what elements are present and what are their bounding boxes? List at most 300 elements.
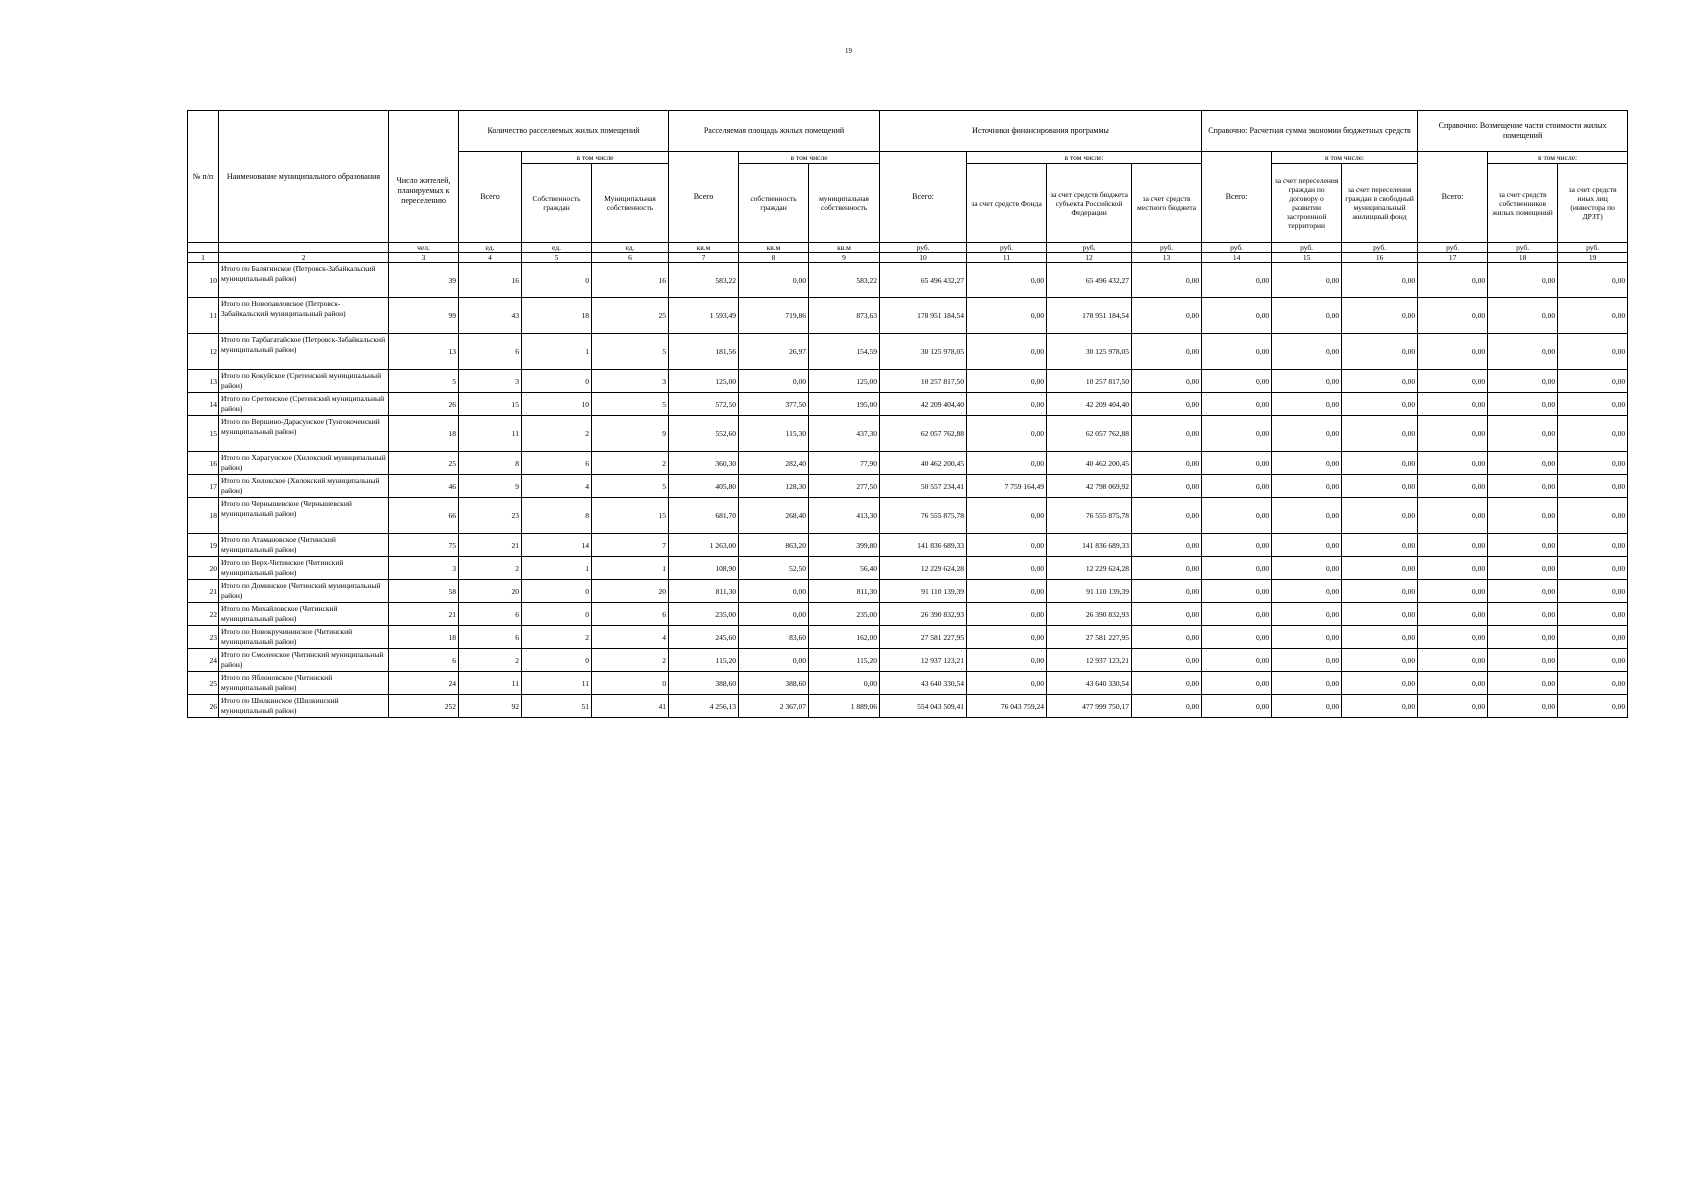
row-number: 19 [188, 534, 219, 557]
value-cell: 0,00 [1272, 695, 1342, 718]
value-cell: 0,00 [1202, 298, 1272, 334]
value-cell: 0,00 [967, 580, 1047, 603]
value-cell: 125,00 [809, 370, 880, 393]
column-index-cell: 17 [1418, 253, 1488, 263]
value-cell: 12 229 624,28 [1047, 557, 1132, 580]
value-cell: 65 496 432,27 [1047, 263, 1132, 298]
value-cell: 178 951 184,54 [1047, 298, 1132, 334]
value-cell: 0,00 [1132, 263, 1202, 298]
value-cell: 0,00 [1418, 580, 1488, 603]
value-cell: 62 057 762,88 [1047, 416, 1132, 452]
value-cell: 0,00 [1342, 626, 1418, 649]
value-cell: 0,00 [1132, 580, 1202, 603]
value-cell: 4 256,13 [669, 695, 739, 718]
value-cell: 0,00 [1132, 498, 1202, 534]
column-index-cell: 4 [459, 253, 522, 263]
value-cell: 0,00 [1488, 603, 1558, 626]
value-cell: 5 [592, 334, 669, 370]
value-cell: 6 [522, 452, 592, 475]
value-cell: 0,00 [1558, 298, 1628, 334]
municipality-name: Итого по Шилкинское (Шилкинский муниципальный район) [219, 695, 389, 718]
header-comp-total: Всего: [1418, 152, 1488, 243]
table-row [188, 534, 1628, 557]
municipality-name: Итого по Смоленское (Читинский муниципальный район) [219, 649, 389, 672]
value-cell: 0,00 [1488, 475, 1558, 498]
value-cell: 40 462 200,45 [880, 452, 967, 475]
value-cell: 0,00 [1342, 672, 1418, 695]
value-cell: 115,20 [809, 649, 880, 672]
value-cell: 282,40 [739, 452, 809, 475]
value-cell: 0,00 [967, 370, 1047, 393]
value-cell: 0,00 [1202, 475, 1272, 498]
value-cell: 0,00 [1418, 452, 1488, 475]
value-cell: 0,00 [739, 370, 809, 393]
header-fin-local: за счет средств местного бюджета [1132, 164, 1202, 243]
row-number: 13 [188, 370, 219, 393]
value-cell: 0,00 [1558, 695, 1628, 718]
value-cell: 21 [459, 534, 522, 557]
municipality-name: Итого по Яблоновское (Читинский муниципальный район) [219, 672, 389, 695]
value-cell: 8 [522, 498, 592, 534]
value-cell: 0,00 [1202, 334, 1272, 370]
value-cell: 0,00 [967, 263, 1047, 298]
value-cell: 11 [522, 672, 592, 695]
municipality-name: Итого по Атамановское (Читинский муниципальный район) [219, 534, 389, 557]
value-cell: 42 209 404,40 [1047, 393, 1132, 416]
value-cell: 0,00 [1272, 370, 1342, 393]
column-index-cell: 3 [389, 253, 459, 263]
unit-cell: кв.м [809, 243, 880, 253]
municipality-name: Итого по Кокуйское (Сретенский муниципальный район) [219, 370, 389, 393]
value-cell: 12 937 123,21 [880, 649, 967, 672]
table-row [188, 370, 1628, 393]
value-cell: 0,00 [1272, 298, 1342, 334]
value-cell: 0,00 [1342, 557, 1418, 580]
value-cell: 6 [389, 649, 459, 672]
value-cell: 0,00 [967, 534, 1047, 557]
value-cell: 10 257 817,50 [880, 370, 967, 393]
value-cell: 0,00 [1342, 534, 1418, 557]
value-cell: 128,30 [739, 475, 809, 498]
unit-cell: кв.м [669, 243, 739, 253]
value-cell: 195,00 [809, 393, 880, 416]
value-cell: 0,00 [1558, 370, 1628, 393]
value-cell: 554 043 509,41 [880, 695, 967, 718]
value-cell: 413,30 [809, 498, 880, 534]
header-residents: Число жителей, планируемых к переселению [389, 111, 459, 243]
column-index-cell: 9 [809, 253, 880, 263]
value-cell: 26 [389, 393, 459, 416]
value-cell: 0,00 [1132, 649, 1202, 672]
unit-cell: руб. [1342, 243, 1418, 253]
value-cell: 91 110 139,39 [880, 580, 967, 603]
value-cell: 50 557 234,41 [880, 475, 967, 498]
value-cell: 0,00 [1558, 498, 1628, 534]
value-cell: 6 [459, 334, 522, 370]
column-index-cell: 19 [1558, 253, 1628, 263]
municipality-name: Итого по Михайловское (Читинский муниципальный район) [219, 603, 389, 626]
header-area-total: Всего [669, 152, 739, 243]
value-cell: 0,00 [1132, 626, 1202, 649]
value-cell: 0,00 [1202, 649, 1272, 672]
value-cell: 14 [522, 534, 592, 557]
column-index-cell: 5 [522, 253, 592, 263]
value-cell: 0,00 [1418, 534, 1488, 557]
value-cell: 26 390 832,93 [880, 603, 967, 626]
value-cell: 0,00 [1418, 475, 1488, 498]
value-cell: 572,50 [669, 393, 739, 416]
value-cell: 0,00 [1272, 498, 1342, 534]
value-cell: 92 [459, 695, 522, 718]
value-cell: 0,00 [1488, 334, 1558, 370]
value-cell: 0,00 [1418, 263, 1488, 298]
value-cell: 268,40 [739, 498, 809, 534]
value-cell: 0,00 [1272, 393, 1342, 416]
value-cell: 1 593,49 [669, 298, 739, 334]
value-cell: 77,90 [809, 452, 880, 475]
value-cell: 42 209 404,40 [880, 393, 967, 416]
value-cell: 0,00 [1202, 534, 1272, 557]
unit-cell: руб. [1558, 243, 1628, 253]
unit-cell: руб. [1488, 243, 1558, 253]
value-cell: 18 [389, 626, 459, 649]
value-cell: 0,00 [1488, 393, 1558, 416]
value-cell: 42 798 069,92 [1047, 475, 1132, 498]
value-cell: 18 [389, 416, 459, 452]
value-cell: 2 [459, 649, 522, 672]
municipality-name: Итого по Чернышевское (Чернышевский муниципальный район) [219, 498, 389, 534]
value-cell: 360,30 [669, 452, 739, 475]
value-cell: 162,00 [809, 626, 880, 649]
header-qty-municipal: Муниципальная собственность [592, 164, 669, 243]
value-cell: 0 [522, 263, 592, 298]
value-cell: 0,00 [1488, 370, 1558, 393]
value-cell: 4 [592, 626, 669, 649]
header-comp-owners: за счет средств собственников жилых помещений [1488, 164, 1558, 243]
value-cell: 0,00 [1202, 393, 1272, 416]
value-cell: 1 [522, 334, 592, 370]
value-cell: 0,00 [1132, 393, 1202, 416]
value-cell: 399,80 [809, 534, 880, 557]
header-econ-free-fund: за счет переселения граждан в свободный муниципальный жилищный фонд [1342, 164, 1418, 243]
value-cell: 65 496 432,27 [880, 263, 967, 298]
header-fin-incl: в том числе: [967, 152, 1202, 164]
value-cell: 0,00 [1342, 370, 1418, 393]
value-cell: 5 [389, 370, 459, 393]
value-cell: 75 [389, 534, 459, 557]
value-cell: 0,00 [1418, 626, 1488, 649]
unit-cell [188, 243, 219, 253]
index-row [188, 253, 1628, 263]
value-cell: 115,30 [739, 416, 809, 452]
column-index-cell: 16 [1342, 253, 1418, 263]
value-cell: 0,00 [1558, 416, 1628, 452]
value-cell: 3 [459, 370, 522, 393]
value-cell: 41 [592, 695, 669, 718]
value-cell: 16 [592, 263, 669, 298]
column-index-cell: 8 [739, 253, 809, 263]
value-cell: 43 640 330,54 [1047, 672, 1132, 695]
value-cell: 0,00 [1132, 334, 1202, 370]
header-fin-subject: за счет средств бюджета субъекта Российской Федерации [1047, 164, 1132, 243]
column-index-cell: 13 [1132, 253, 1202, 263]
value-cell: 0,00 [967, 452, 1047, 475]
value-cell: 76 043 759,24 [967, 695, 1047, 718]
value-cell: 0,00 [1132, 672, 1202, 695]
value-cell: 0,00 [1202, 557, 1272, 580]
value-cell: 0,00 [809, 672, 880, 695]
value-cell: 0,00 [967, 334, 1047, 370]
value-cell: 16 [459, 263, 522, 298]
value-cell: 141 836 689,33 [1047, 534, 1132, 557]
value-cell: 27 581 227,95 [1047, 626, 1132, 649]
value-cell: 0,00 [1558, 580, 1628, 603]
column-index-cell: 15 [1272, 253, 1342, 263]
value-cell: 0,00 [1272, 649, 1342, 672]
value-cell: 1 [592, 557, 669, 580]
value-cell: 0,00 [1558, 334, 1628, 370]
value-cell: 12 229 624,28 [880, 557, 967, 580]
value-cell: 18 [522, 298, 592, 334]
table-row [188, 334, 1628, 370]
value-cell: 583,22 [669, 263, 739, 298]
value-cell: 0,00 [1202, 695, 1272, 718]
value-cell: 0,00 [1202, 263, 1272, 298]
value-cell: 0 [522, 649, 592, 672]
value-cell: 27 581 227,95 [880, 626, 967, 649]
value-cell: 0,00 [1272, 416, 1342, 452]
unit-cell [219, 243, 389, 253]
header-econ-total: Всего: [1202, 152, 1272, 243]
value-cell: 51 [522, 695, 592, 718]
value-cell: 26,97 [739, 334, 809, 370]
value-cell: 0,00 [1272, 603, 1342, 626]
value-cell: 0,00 [1272, 452, 1342, 475]
value-cell: 0,00 [1272, 557, 1342, 580]
value-cell: 2 [459, 557, 522, 580]
value-cell: 7 759 164,49 [967, 475, 1047, 498]
row-number: 11 [188, 298, 219, 334]
value-cell: 277,50 [809, 475, 880, 498]
value-cell: 583,22 [809, 263, 880, 298]
value-cell: 154,59 [809, 334, 880, 370]
value-cell: 0,00 [1342, 298, 1418, 334]
value-cell: 0,00 [1132, 298, 1202, 334]
value-cell: 405,80 [669, 475, 739, 498]
value-cell: 0,00 [1272, 672, 1342, 695]
value-cell: 43 640 330,54 [880, 672, 967, 695]
municipality-name: Итого по Доминское (Читинский муниципальный район) [219, 580, 389, 603]
row-number: 25 [188, 672, 219, 695]
resettlement-table [187, 110, 1628, 718]
table-row [188, 649, 1628, 672]
value-cell: 3 [592, 370, 669, 393]
header-comp-others: за счет средств иных лиц (инвестора по ДРЗТ) [1558, 164, 1628, 243]
value-cell: 1 263,00 [669, 534, 739, 557]
value-cell: 0,00 [1558, 393, 1628, 416]
unit-cell: руб. [1202, 243, 1272, 253]
municipality-name: Итого по Новопавловское (Петровск-Забайкальский муниципальный район) [219, 298, 389, 334]
value-cell: 0,00 [1418, 416, 1488, 452]
value-cell: 76 555 875,78 [1047, 498, 1132, 534]
value-cell: 0,00 [1272, 580, 1342, 603]
header-fin-total: Всего: [880, 152, 967, 243]
value-cell: 8 [459, 452, 522, 475]
municipality-name: Итого по Балягинское (Петровск-Забайкальский муниципальный район) [219, 263, 389, 298]
value-cell: 0,00 [1558, 452, 1628, 475]
value-cell: 1 [522, 557, 592, 580]
value-cell: 56,40 [809, 557, 880, 580]
column-index-cell: 1 [188, 253, 219, 263]
row-number: 20 [188, 557, 219, 580]
value-cell: 0,00 [967, 393, 1047, 416]
value-cell: 0,00 [1418, 393, 1488, 416]
value-cell: 30 125 978,05 [1047, 334, 1132, 370]
value-cell: 0,00 [739, 263, 809, 298]
table-row [188, 580, 1628, 603]
row-number: 14 [188, 393, 219, 416]
value-cell: 388,60 [669, 672, 739, 695]
value-cell: 0,00 [1488, 649, 1558, 672]
value-cell: 0,00 [967, 649, 1047, 672]
municipality-name: Итого по Верх-Читинское (Читинский муниципальный район) [219, 557, 389, 580]
value-cell: 477 999 750,17 [1047, 695, 1132, 718]
unit-cell: кв.м [739, 243, 809, 253]
table-row [188, 452, 1628, 475]
row-number: 26 [188, 695, 219, 718]
table-row [188, 603, 1628, 626]
value-cell: 15 [592, 498, 669, 534]
value-cell: 0,00 [1418, 557, 1488, 580]
value-cell: 1 889,06 [809, 695, 880, 718]
header-group-compensation: Справочно: Возмещение части стоимости жилых помещений [1418, 111, 1628, 152]
value-cell: 0,00 [967, 626, 1047, 649]
units-row [188, 243, 1628, 253]
value-cell: 23 [459, 498, 522, 534]
unit-cell: руб. [1272, 243, 1342, 253]
table-row [188, 416, 1628, 452]
value-cell: 11 [459, 672, 522, 695]
value-cell: 10 257 817,50 [1047, 370, 1132, 393]
value-cell: 6 [459, 626, 522, 649]
table-row [188, 475, 1628, 498]
value-cell: 0,00 [1202, 603, 1272, 626]
value-cell: 24 [389, 672, 459, 695]
value-cell: 0,00 [1488, 557, 1558, 580]
value-cell: 15 [459, 393, 522, 416]
row-number: 23 [188, 626, 219, 649]
value-cell: 0,00 [1202, 580, 1272, 603]
value-cell: 437,30 [809, 416, 880, 452]
header-area-citizens: собственность граждан [739, 164, 809, 243]
column-index-cell: 2 [219, 253, 389, 263]
value-cell: 0,00 [1272, 263, 1342, 298]
value-cell: 0,00 [1488, 263, 1558, 298]
value-cell: 66 [389, 498, 459, 534]
column-index-cell: 10 [880, 253, 967, 263]
value-cell: 26 390 832,93 [1047, 603, 1132, 626]
value-cell: 0,00 [1342, 452, 1418, 475]
value-cell: 0,00 [1342, 475, 1418, 498]
header-group-economy: Справочно: Расчетная сумма экономии бюджетных средств [1202, 111, 1418, 152]
municipality-name: Итого по Тарбагатайское (Петровск-Забайкальский муниципальный район) [219, 334, 389, 370]
value-cell: 0,00 [1418, 603, 1488, 626]
unit-cell: руб. [1047, 243, 1132, 253]
unit-cell: чел. [389, 243, 459, 253]
value-cell: 12 937 123,21 [1047, 649, 1132, 672]
header-econ-incl: в том числе: [1272, 152, 1418, 164]
municipality-name: Итого по Хилокское (Хилокский муниципальный район) [219, 475, 389, 498]
value-cell: 4 [522, 475, 592, 498]
column-index-cell: 7 [669, 253, 739, 263]
header-fin-fund: за счет средств Фонда [967, 164, 1047, 243]
value-cell: 0,00 [1488, 672, 1558, 695]
value-cell: 0,00 [1418, 672, 1488, 695]
value-cell: 863,20 [739, 534, 809, 557]
value-cell: 0,00 [1202, 416, 1272, 452]
header-num: № п/п [188, 111, 219, 243]
value-cell: 0,00 [1202, 672, 1272, 695]
value-cell: 43 [459, 298, 522, 334]
header-qty-total: Всего [459, 152, 522, 243]
unit-cell: руб. [1132, 243, 1202, 253]
value-cell: 0,00 [1488, 298, 1558, 334]
value-cell: 0 [522, 580, 592, 603]
header-municipality: Наименование муниципального образования [219, 111, 389, 243]
value-cell: 0,00 [1342, 580, 1418, 603]
value-cell: 178 951 184,54 [880, 298, 967, 334]
value-cell: 0,00 [1272, 475, 1342, 498]
value-cell: 811,30 [809, 580, 880, 603]
value-cell: 0,00 [1272, 626, 1342, 649]
value-cell: 0,00 [1488, 695, 1558, 718]
table-row [188, 263, 1628, 298]
value-cell: 388,60 [739, 672, 809, 695]
value-cell: 39 [389, 263, 459, 298]
page-number: 19 [845, 47, 852, 55]
unit-cell: ед. [459, 243, 522, 253]
value-cell: 0,00 [1202, 626, 1272, 649]
value-cell: 21 [389, 603, 459, 626]
value-cell: 377,50 [739, 393, 809, 416]
value-cell: 20 [459, 580, 522, 603]
value-cell: 235,00 [669, 603, 739, 626]
value-cell: 0,00 [1488, 580, 1558, 603]
value-cell: 7 [592, 534, 669, 557]
value-cell: 0,00 [1418, 695, 1488, 718]
value-cell: 0,00 [1418, 334, 1488, 370]
header-econ-development: за счет переселения граждан по договору о развитии застроенной территории [1272, 164, 1342, 243]
table-row [188, 393, 1628, 416]
municipality-name: Итого по Сретенское (Сретенский муниципальный район) [219, 393, 389, 416]
value-cell: 0,00 [1132, 452, 1202, 475]
header-area-incl: в том числе [739, 152, 880, 164]
value-cell: 58 [389, 580, 459, 603]
value-cell: 83,60 [739, 626, 809, 649]
value-cell: 46 [389, 475, 459, 498]
column-index-cell: 14 [1202, 253, 1272, 263]
value-cell: 0,00 [1488, 416, 1558, 452]
header-group-financing: Источники финансирования программы [880, 111, 1202, 152]
row-number: 15 [188, 416, 219, 452]
value-cell: 62 057 762,88 [880, 416, 967, 452]
row-number: 16 [188, 452, 219, 475]
value-cell: 811,30 [669, 580, 739, 603]
value-cell: 2 [522, 416, 592, 452]
table-row [188, 626, 1628, 649]
row-number: 21 [188, 580, 219, 603]
value-cell: 99 [389, 298, 459, 334]
